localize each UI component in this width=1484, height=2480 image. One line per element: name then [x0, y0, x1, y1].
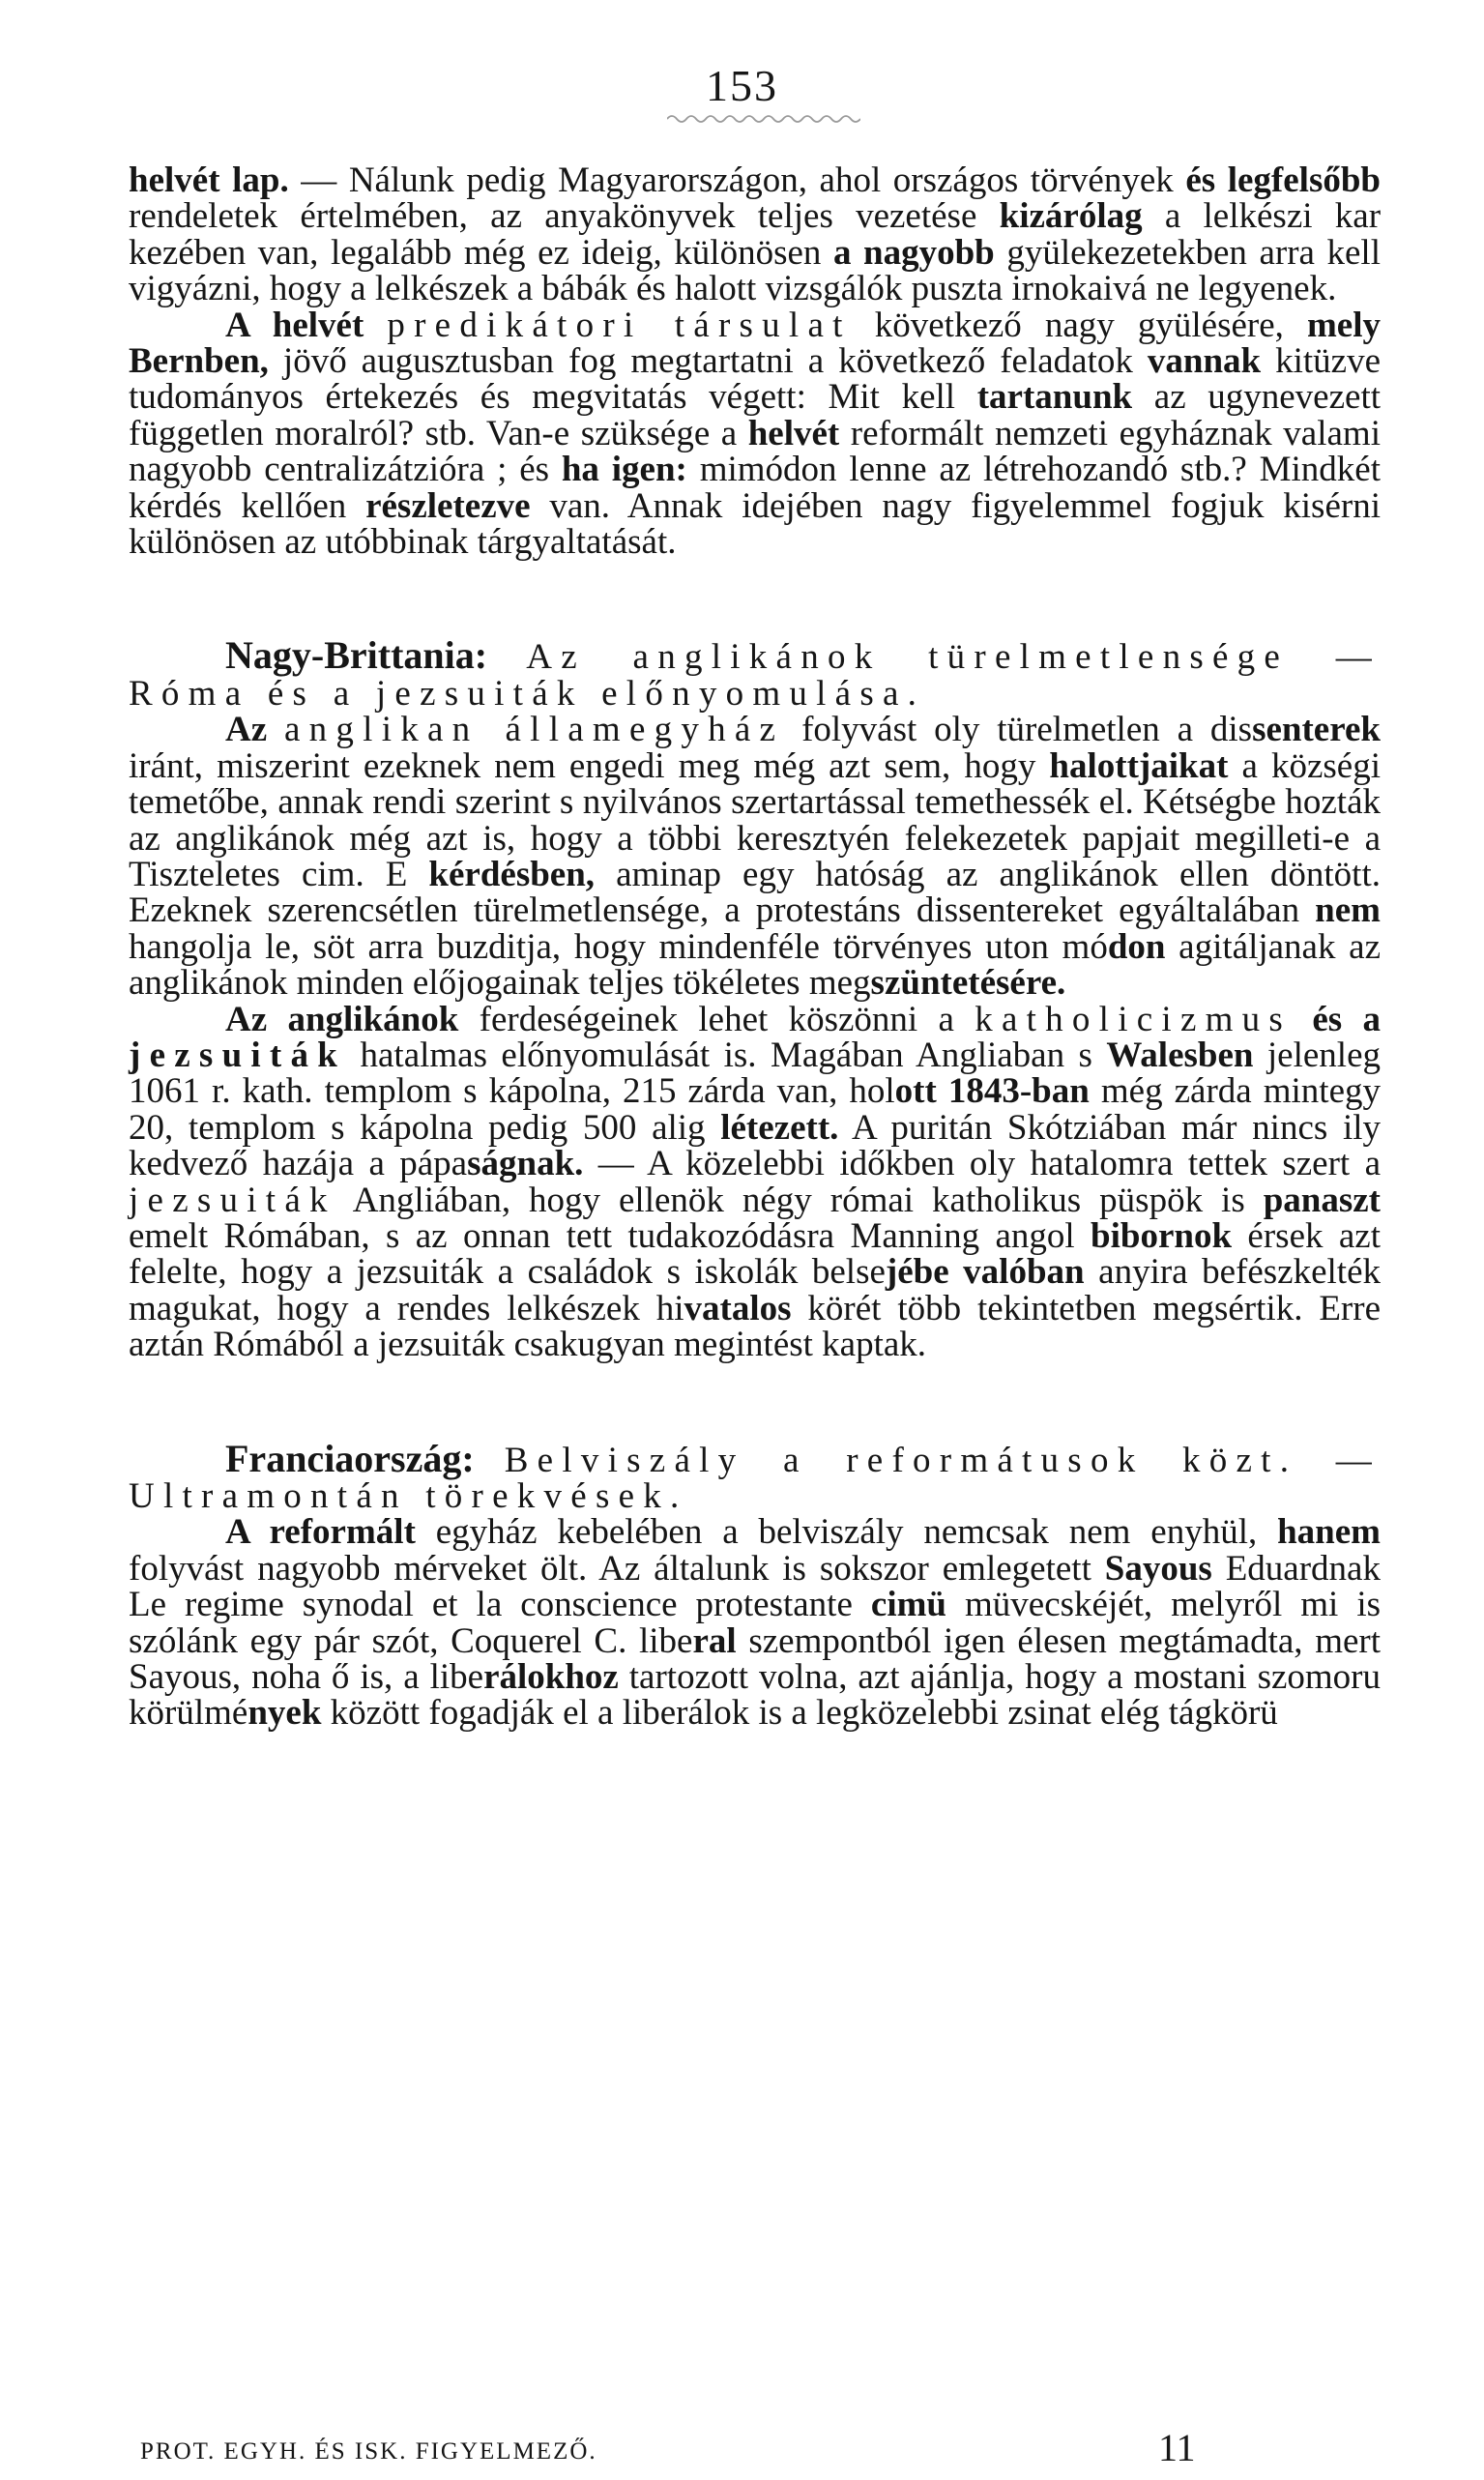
bold-text: vatalos	[684, 1288, 792, 1328]
bold-text: helvét	[747, 413, 840, 453]
text-run: reformált nemzeti egyháznak valami nagyobb centralizátzióra ; és	[129, 413, 1381, 490]
spaced-text: jezsuiták	[129, 1035, 347, 1075]
text-run: van. Annak idejében nagy figyelemmel fogjuk kisérni különösen az utóbbinak tárgyaltatását.	[129, 485, 1381, 563]
text-run: hangolja le, söt arra buzditja, hogy mindenféle törvényes uton mó	[129, 926, 1108, 967]
text-run: a lelkészi kar kezében van, legalább még ez ideig, különösen	[129, 196, 1382, 273]
spaced-text: predikátori társulat	[387, 305, 852, 345]
text-run: agitáljanak az anglikánok minden előjogainak teljes tökéletes meg	[129, 926, 1381, 1004]
spaced-text: Az anglikánok türelmetlensége — Róma és a jezsuiták előnyomulása.	[129, 637, 1381, 714]
text-run: mimódon lenne az létrehozandó stb.? Mindkét kérdés kellően	[129, 450, 1381, 526]
text-run: szempontból igen élesen megtámadta, mert Sayous, noha ő is, a libe	[129, 1620, 1382, 1698]
text-run: iránt, miszerint ezeknek nem engedi meg még azt sem, hogy	[129, 745, 1050, 786]
bold-text: ral	[692, 1620, 737, 1661]
bold-text: helvét lap.	[129, 160, 302, 200]
text-run: Eduardnak Le regime synodal et la conscience protestante	[129, 1548, 1381, 1625]
bold-text: A reformált	[225, 1512, 416, 1553]
section-heading	[129, 633, 1381, 714]
signature-number: 11	[1158, 2426, 1196, 2469]
text-run: következő nagy gyülésére,	[851, 305, 1307, 345]
bold-text: don	[1107, 926, 1166, 967]
bold-text: 1843-ban	[947, 1071, 1090, 1112]
bold-text: részletezve	[365, 485, 531, 526]
text-run: müvecskéjét, melyről mi is szólánk egy pár szót, Coquerel C. libe	[129, 1585, 1382, 1661]
text-run: tartozott volna, azt ajánlja, hogy a mostani szomoru körülmé	[129, 1657, 1382, 1734]
page-footer	[129, 2425, 1381, 2473]
text-run: hatalmas előnyomulását is. Magában Angliaban s	[346, 1035, 1107, 1075]
text-run: jelenleg 1061 r. kath. templom s kápolna, 215 zárda van, hol	[129, 1035, 1382, 1112]
text-run: érsek azt felelte, hogy a jezsuiták a családok s iskolák belse	[129, 1215, 1381, 1293]
paragraph	[129, 1512, 1382, 1734]
ornament-rule	[667, 112, 860, 126]
text-run: emelt Rómában, s az onnan tett tudakozódásra Manning angol	[129, 1215, 1091, 1256]
text-run: között fogadják el a liberálok is a legközelebbi zsinat elég tágkörü	[321, 1693, 1278, 1734]
text-run: — Nálunk pedig Magyarországon, ahol országos törvények	[301, 160, 1186, 200]
bold-text: Az	[225, 710, 284, 750]
bold-text: hanem	[1277, 1512, 1381, 1553]
paragraph	[129, 162, 1381, 307]
bold-text: mely Bernben,	[129, 305, 1381, 382]
text-run: — A közelebbi időkben oly hatalomra tettek szert a	[583, 1144, 1381, 1184]
text-run: jövő augusztusban fog megtartatni a következő feladatok	[268, 341, 1148, 382]
spaced-text: Belviszály a reformátusok közt. — Ultramontán törekvések.	[129, 1440, 1382, 1516]
bold-text: nem	[1315, 890, 1381, 931]
spaced-text: anglikan államegyház	[284, 710, 785, 750]
text-run: A puritán Skótziában már nincs ily kedvező hazája a pápa	[129, 1107, 1382, 1184]
text-run: kitüzve tudományos értekezés és megvitatás végett: Mit kell	[129, 341, 1381, 418]
bold-text: A helvét	[225, 305, 388, 345]
text-run: folyvást oly türelmetlen a dis	[784, 710, 1253, 750]
bold-text: bibornok	[1091, 1215, 1233, 1256]
spaced-text: katholicizmus	[975, 999, 1293, 1039]
bold-text: cimü	[870, 1585, 946, 1625]
text-run: az ugynevezett független moralról? stb. Van-e szüksége a	[129, 377, 1382, 453]
bold-text: kizárólag	[999, 196, 1143, 237]
bold-text: jébe valóban	[885, 1252, 1085, 1293]
text-run: Angliában, hogy ellenök négy római katholikus püspök is	[335, 1180, 1264, 1220]
article-body	[129, 162, 1381, 1732]
text-run: gyülekezetekben arra kell vigyázni, hogy a lelkészek a bábák és halott vizsgálók puszta irnokaivá ne legyenek.	[129, 232, 1381, 309]
bold-text: vannak	[1147, 341, 1262, 382]
text-run: egyház kebelében a belviszály nemcsak nem enyhül,	[415, 1512, 1278, 1553]
bold-text: és a	[1312, 999, 1382, 1039]
journal-title: PROT. EGYH. ÉS ISK. FIGYELMEZŐ.	[140, 2438, 597, 2465]
bold-text: szüntetésére.	[870, 963, 1066, 1004]
text-run	[1292, 1000, 1312, 1039]
bold-text: Sayous	[1104, 1548, 1212, 1589]
paragraph	[129, 999, 1382, 1365]
bold-text: ságnak.	[467, 1144, 584, 1184]
bold-text: ott	[894, 1071, 948, 1112]
bold-text: tartanunk	[976, 377, 1133, 418]
text-run: körét több tekintetben megsértik. Erre aztán Rómából a jezsuiták csakugyan megintést kaptak.	[129, 1288, 1381, 1365]
section-country: Franciaország:	[225, 1436, 505, 1480]
bold-text: halottjaikat	[1049, 745, 1229, 786]
bold-text: kérdésben,	[428, 854, 596, 894]
bold-text: panaszt	[1263, 1180, 1381, 1220]
bold-text: létezett.	[720, 1107, 839, 1148]
bold-text: ha igen:	[561, 450, 687, 490]
section-gap	[129, 560, 1381, 637]
section-country: Nagy-Brittania:	[225, 633, 527, 678]
bold-text: Walesben	[1106, 1035, 1254, 1075]
bold-text: és legfelsőbb	[1185, 160, 1381, 200]
paragraph	[129, 710, 1381, 1004]
text-run: folyvást nagyobb mérveket ölt. Az általunk is sokszor emlegetett	[129, 1548, 1105, 1589]
section-gap	[129, 1363, 1381, 1441]
text-run: rendeletek értelmében, az anyakönyvek teljes vezetése	[129, 196, 1000, 237]
bold-text: rálokhoz	[483, 1657, 619, 1698]
bold-text: a nagyobb	[832, 232, 995, 273]
bold-text: nyek	[247, 1693, 322, 1734]
text-run: a községi temetőbe, annak rendi szerint s nyilvános szertartással temethessék el. Kétségbe hozták az anglikánok még azt is, hogy a többi keresztyén felekezetek papjait megilleti-e a Tiszteletes cim. E	[129, 745, 1381, 894]
text-run: ferdeségeinek lehet köszönni a	[458, 999, 975, 1039]
text-run: anyira befészkelték magukat, hogy a rendes lelkészek hi	[129, 1252, 1381, 1328]
text-run: aminap egy hatóság az anglikánok ellen döntött. Ezeknek szerencsétlen türelmetlensége, a protestáns dissentereket egyáltalában	[129, 854, 1381, 931]
spaced-text: jezsuiták	[129, 1180, 336, 1220]
paragraph	[129, 307, 1381, 561]
bold-text: senterek	[1252, 710, 1381, 750]
text-run: még zárda mintegy 20, templom s kápolna pedig 500 alig	[129, 1071, 1381, 1148]
bold-text: Az anglikánok	[225, 999, 459, 1039]
page-number: 153	[706, 61, 778, 110]
section-heading	[129, 1436, 1382, 1516]
